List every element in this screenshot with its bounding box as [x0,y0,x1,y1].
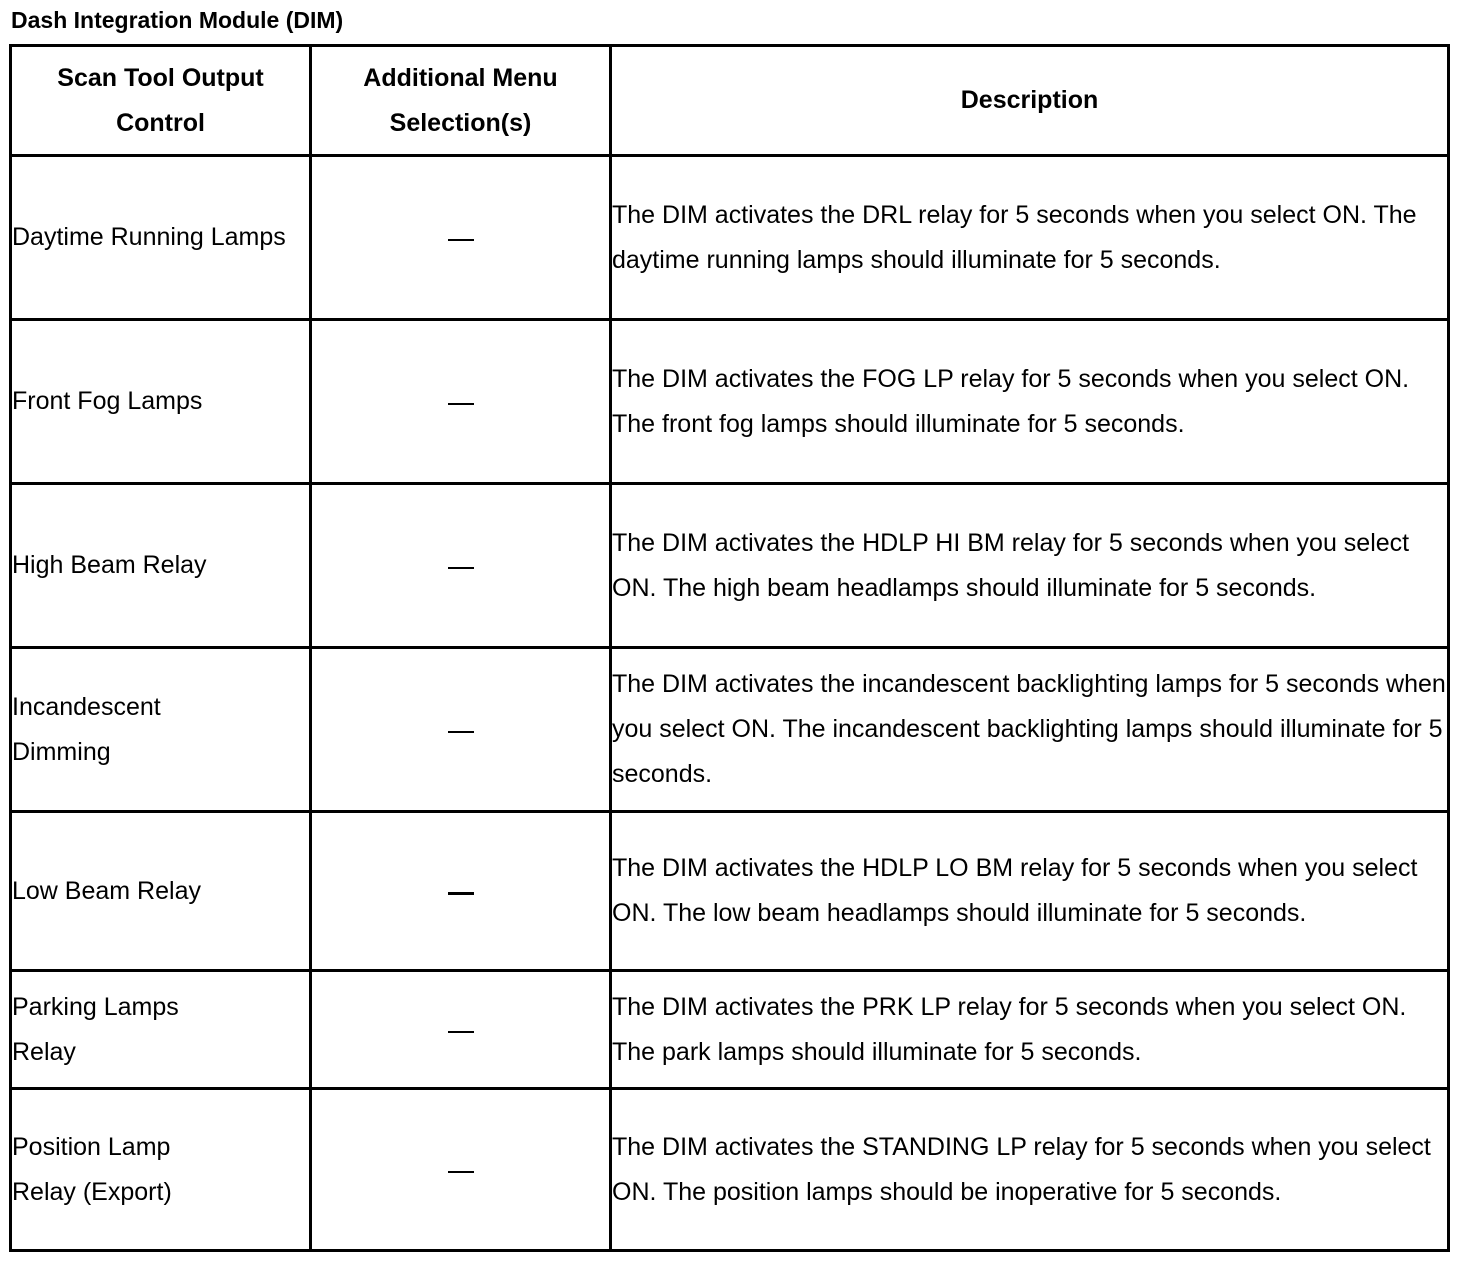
header-description: Description [611,46,1449,156]
row-control-label: Daytime Running Lamps [11,156,311,320]
row-control-label: Low Beam Relay [11,812,311,971]
row-control-label: Parking Lamps Relay [11,971,311,1089]
table-header-row [11,46,1449,156]
output-control-table [9,44,1450,1252]
dash-icon [448,239,474,241]
dash-icon [448,731,474,733]
row-menu-selection [311,812,611,971]
row-description: The DIM activates the HDLP LO BM relay for 5 seconds when you select ON. The low beam headlamps should illuminate for 5 seconds. [611,812,1449,971]
row-menu-selection [311,1089,611,1251]
row-menu-selection [311,648,611,812]
table-row [11,1089,1449,1251]
table-row [11,971,1449,1089]
dash-icon [448,403,474,405]
row-menu-selection [311,156,611,320]
row-description: The DIM activates the STANDING LP relay for 5 seconds when you select ON. The position lamps should be inoperative for 5 seconds. [611,1089,1449,1251]
row-description: The DIM activates the incandescent backlighting lamps for 5 seconds when you select ON. The incandescent backlighting lamps should illuminate for 5 seconds. [611,648,1449,812]
table-row [11,812,1449,971]
row-control-label: Incandescent Dimming [11,648,311,812]
table-row [11,484,1449,648]
dash-icon [448,892,474,895]
row-description: The DIM activates the PRK LP relay for 5 seconds when you select ON. The park lamps should illuminate for 5 seconds. [611,971,1449,1089]
header-scan-tool-output-control: Scan Tool Output Control [11,46,311,156]
dash-icon [448,567,474,569]
table-row [11,156,1449,320]
row-control-label: High Beam Relay [11,484,311,648]
row-description: The DIM activates the DRL relay for 5 seconds when you select ON. The daytime running lamps should illuminate for 5 seconds. [611,156,1449,320]
row-description: The DIM activates the FOG LP relay for 5 seconds when you select ON. The front fog lamps should illuminate for 5 seconds. [611,320,1449,484]
table-row [11,320,1449,484]
row-menu-selection [311,484,611,648]
table-row [11,648,1449,812]
row-menu-selection [311,320,611,484]
row-description: The DIM activates the HDLP HI BM relay for 5 seconds when you select ON. The high beam headlamps should illuminate for 5 seconds. [611,484,1449,648]
dash-icon [448,1171,474,1173]
header-additional-menu-selections: Additional Menu Selection(s) [311,46,611,156]
row-control-label: Position Lamp Relay (Export) [11,1089,311,1251]
document-title: Dash Integration Module (DIM) [11,7,344,33]
dash-icon [448,1031,474,1033]
row-control-label: Front Fog Lamps [11,320,311,484]
row-menu-selection [311,971,611,1089]
